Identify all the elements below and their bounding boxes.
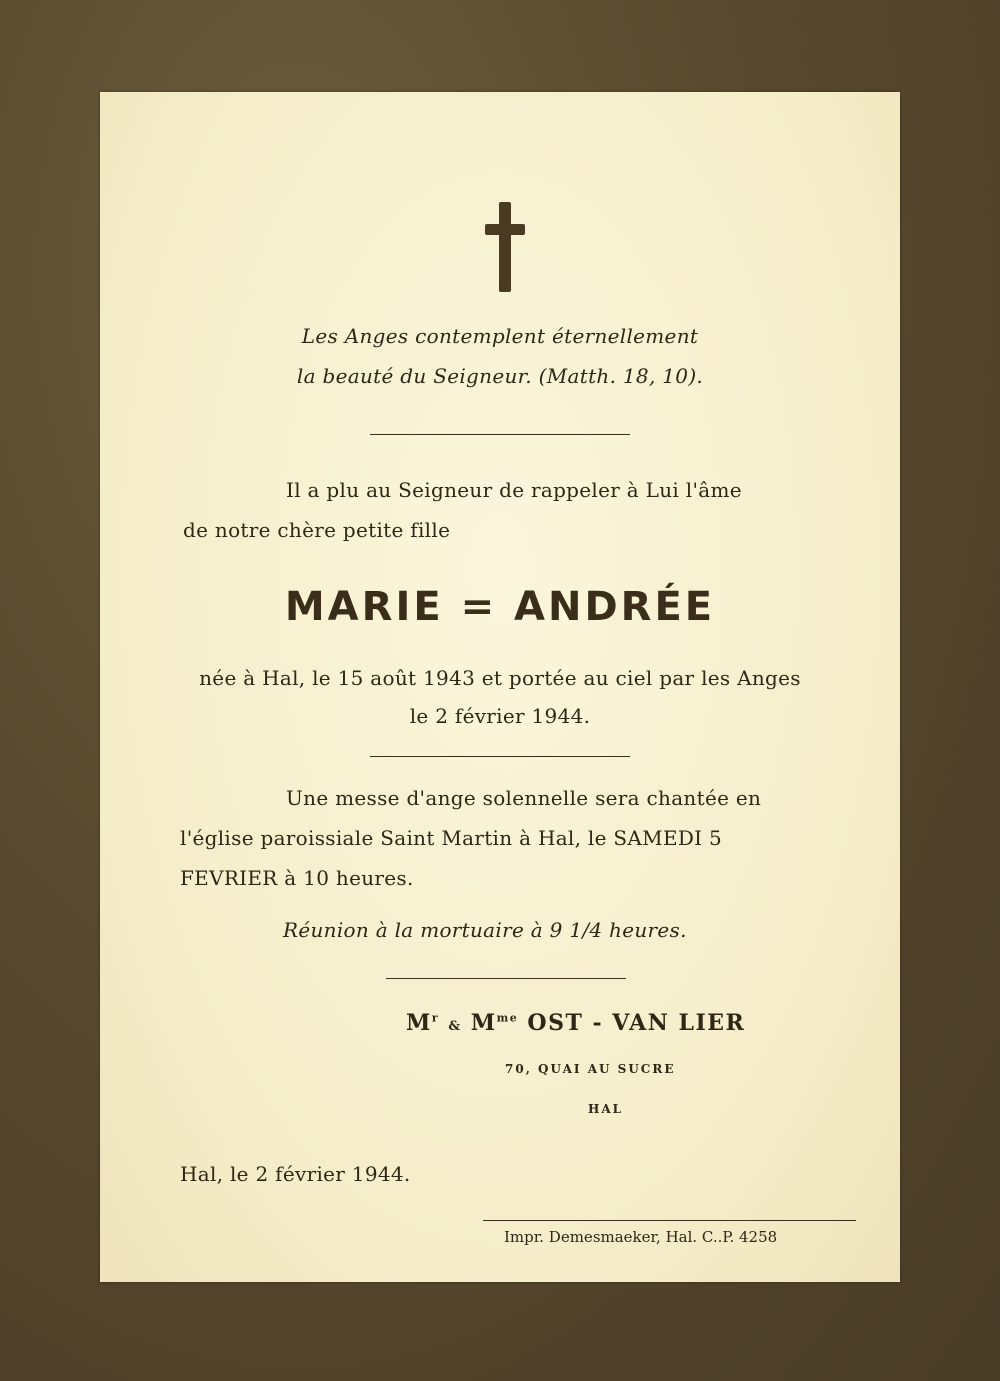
- intro-line-1: Il a plu au Seigneur de rappeler à Lui l'âme: [286, 478, 742, 502]
- memorial-card: [100, 92, 900, 1282]
- printer-rule: [483, 1220, 856, 1221]
- family-signature: $M^r$ & $M^{me}$ OST - VAN LIER: [406, 1010, 746, 1036]
- birth-line-1: née à Hal, le 15 août 1943 et portée au ciel par les Anges: [199, 666, 801, 690]
- printer-imprint: Impr. Demesmaeker, Hal. C..P. 4258: [504, 1228, 778, 1246]
- place-date: Hal, le 2 février 1944.: [180, 1162, 411, 1186]
- mass-line-2: l'église paroissiale Saint Martin à Hal, le SAMEDI 5: [180, 826, 723, 850]
- divider: [386, 978, 626, 979]
- mass-line-1: Une messe d'ange solennelle sera chantée en: [286, 786, 762, 810]
- family-city: HAL: [588, 1102, 624, 1116]
- birth-line-2: le 2 février 1944.: [409, 704, 591, 728]
- meeting-note: Réunion à la mortuaire à 9 1/4 heures.: [283, 918, 687, 942]
- mass-line-3: FEVRIER à 10 heures.: [180, 866, 414, 890]
- cross-icon: [485, 202, 525, 292]
- divider: [370, 434, 630, 435]
- intro-line-2: de notre chère petite fille: [183, 518, 451, 542]
- family-address: 70, QUAI AU SUCRE: [505, 1062, 676, 1076]
- deceased-name: MARIE = ANDRÉE: [284, 584, 716, 630]
- epigraph-line-1: Les Anges contemplent éternellement: [301, 324, 699, 348]
- divider: [370, 756, 630, 757]
- epigraph-line-2: la beauté du Seigneur. (Matth. 18, 10).: [296, 364, 704, 388]
